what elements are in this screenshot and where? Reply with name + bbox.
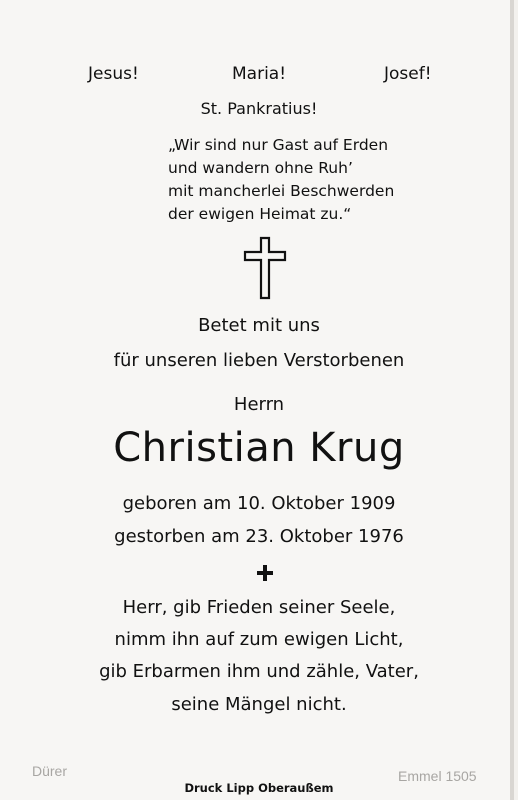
- prayer-intro-line1: Betet mit uns: [198, 315, 320, 336]
- poem-line: und wandern ohne Ruh’: [168, 159, 353, 177]
- poem-line: mit mancherlei Beschwerden: [168, 182, 395, 200]
- saint-name: St. Pankratius!: [200, 99, 318, 118]
- footer-printer: Druck Lipp Oberaußem: [184, 781, 334, 795]
- poem: [168, 134, 394, 226]
- footer-publisher: Dürer: [32, 763, 68, 779]
- prayer-line: gib Erbarmen ihm und zähle, Vater,: [99, 661, 419, 682]
- prayer-line: Herr, gib Frieden seiner Seele,: [122, 597, 396, 618]
- poem-line: der ewigen Heimat zu.“: [168, 205, 352, 223]
- prayer-line: nimm ihn auf zum ewigen Licht,: [114, 629, 404, 650]
- honorific: Herrn: [233, 394, 285, 415]
- deceased-name: Christian Krug: [113, 425, 405, 471]
- header-jesus: Jesus!: [88, 64, 139, 84]
- poem-line: „Wir sind nur Gast auf Erden: [168, 136, 389, 154]
- cross-icon: [243, 236, 287, 300]
- prayer-intro-line2: für unseren lieben Verstorbenen: [113, 350, 405, 371]
- header-maria: Maria!: [232, 64, 287, 84]
- death-date: gestorben am 23. Oktober 1976: [114, 526, 404, 547]
- prayer-line: seine Mängel nicht.: [171, 694, 347, 715]
- small-cross-icon: [257, 565, 273, 581]
- header-josef: Josef!: [384, 64, 432, 84]
- birth-date: geboren am 10. Oktober 1909: [122, 493, 396, 514]
- footer-catalog-number: Emmel 1505: [398, 768, 477, 784]
